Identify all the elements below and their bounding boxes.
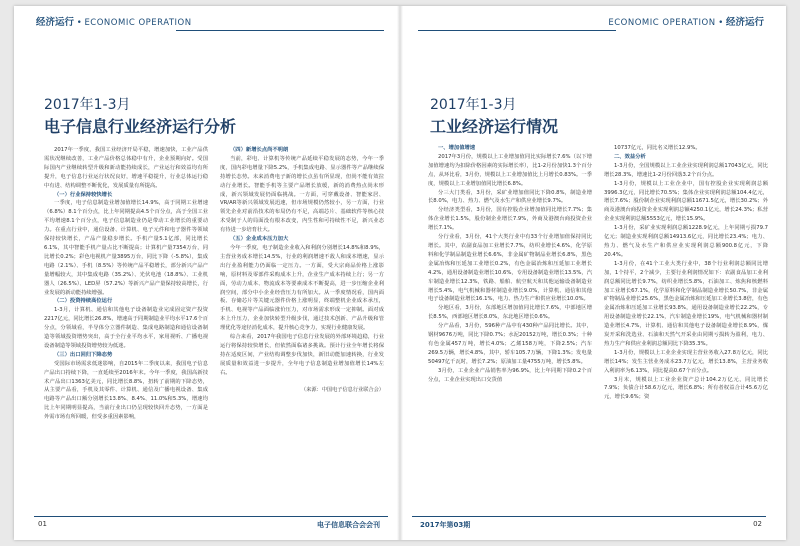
body-paragraph: 10737亿元，同比名义增长12.9%。	[614, 145, 701, 151]
right-article-title	[430, 94, 558, 137]
body-paragraph: 受国际市场需求低迷影响，自2015年二季度以来，我国电子信息产品出口持续下降，一直延续至2016年末。今年一季度，我国高新技术产品出口1363亿美元，同比增长8.8%，扭转了前期的下降态势，从主要产品看，手机及其零件、计算机、通信及广播电视设备、集成电路等产品出口额分别增长13.8%、8.4%、11.0%和5.3%，增速均比上年同期明显提高，当前行业出口仍呈现较快回升态势，一方面是外需市场有所回暖，但受多重因素影响，	[44, 360, 208, 421]
right-footer	[400, 516, 786, 532]
left-header-rule	[176, 30, 384, 31]
body-paragraph: 分三大门类看，3月份，采矿业增加值同比下降0.8%，制造业增长8.0%，电力、热力、燃气及水生产和供应业增长9.7%。	[428, 189, 592, 205]
section-heading: （一）行业保持较快增长	[54, 191, 113, 198]
left-header-separator: •	[76, 18, 82, 28]
magazine-spread	[14, 6, 786, 540]
body-paragraph: 1-3月份，全国规模以上工业企业实现利润总额17043亿元，同比增长28.3%，增速比1-2月份回落3.2个百分点。	[604, 162, 768, 178]
body-paragraph: 2017年3月份，规模以上工业增加值同比实际增长7.6%（以下增加值增速均为扣除价格因素的实际增长率），比1-2月份加快1.3个百分点，从环比看，3月份，规模以上工业增加值比上月增长0.83%。一季度，规模以上工业增加值同比增长6.8%。	[428, 153, 592, 187]
body-paragraph: 一季度，电子信息制造业增加值增长14.9%，高于同期工业增速（6.8%）8.1个百分点，比上年同期提高4.5个百分点，高于全国工业平均增速8.1个百分点，电子信息制造业仍是带动工业增长的重要动力。在重点行业中，通信设备、计算机、电子元件和电子器件等领域保持较快增长，产品产量稳步增长。手机产量5.1亿部，同比增长6.1%，其中智能手机产量占比不断提高；计算机产量7354万台，同比增长0.2%；彩色电视机产量3895万台，同比下降（-5.8%），集成电路（2.1%）、手机（8.5%）等传统产品平稳增长，部分新兴产品产量增幅较大，其中集成电路（35.2%）、光伏电池（18.8%）、工业机器人（26.5%）、LED屏（57.2%）等新兴产品产量保持较高增长，行业发展的新动能持续增强。	[44, 200, 208, 296]
right-page-number: 02	[753, 520, 762, 528]
left-footer-rule	[34, 516, 388, 517]
left-running-header	[14, 6, 400, 34]
body-paragraph: 3月末，规模以上工业企业资产总计104.2万亿元，同比增长7.9%；负债合计58.6万亿元，增长6.8%；所有者权益合计45.6万亿元，增长9.6%；资	[604, 376, 768, 401]
section-heading: 一、增加值增速	[438, 145, 476, 151]
left-column-2	[220, 146, 384, 422]
left-page-number: 01	[38, 520, 47, 528]
left-journal-name: 电子信息联合会会刊	[317, 521, 380, 529]
left-title-main: 电子信息行业经济运行分析	[44, 117, 237, 136]
right-header-section-en: ECONOMIC OPERATION	[608, 18, 716, 28]
body-paragraph: 1-3月，计算机、通信和其他电子设备制造业完成固定资产投资2217亿元，同比增长26.8%，增速高于同期制造业平均水平17.6个百分点，分领域看，半导体分立器件制造、集成电路制造和通信设备制造等领域投资增势突出，高于全行业平均水平，家用视听、广播电视设备制造等领域投资增势较为低迷。	[44, 307, 208, 349]
body-paragraph: 分经济类型看，3月份，国有控股企业增加值同比增长7.7%；集体企业增长1.5%，股份制企业增长7.9%，外商及港澳台商投资企业增长7.1%。	[428, 207, 592, 232]
right-footer-rule	[412, 516, 766, 517]
body-paragraph: 1-3月份，规模以上工业企业中，国有控股企业实现利润总额3996.3亿元，同比增长70.5%；集体企业实现利润总额104.4亿元，增长7.6%；股份制企业实现利润总额11671.5亿元，增长30.2%；外商及港澳台商投资企业实现利润总额4250.1亿元，增长24.3%；私营企业实现利润总额5553亿元，增长15.9%。	[604, 180, 768, 223]
body-paragraph: 分行业看，3月份，41个大类行业中有33个行业增加值保持同比增长。其中，农副食品加工业增长7.7%，纺织业增长4.6%，化学原料和化学制品制造业增长6.6%，非金属矿物制品业增长6.8%，黑色金属冶炼和压延加工业增长0.2%，有色金属冶炼和压延加工业增长4.2%，通用设备制造业增长10.6%，专用设备制造业增长13.5%，汽车制造业增长12.3%，铁路、船舶、航空航天和其他运输设备制造业增长5.4%，电气机械和器材制造业增长9.0%，计算机、通信和其他电子设备制造业增长16.1%，电力、热力生产和供应业增长10.0%。	[428, 234, 592, 303]
right-header-rule	[418, 30, 616, 31]
left-header-section-cn: 经济运行	[36, 17, 75, 28]
right-page	[400, 6, 786, 540]
left-footer	[14, 516, 400, 532]
section-heading: 二、效益分析	[614, 153, 646, 160]
left-article-title	[44, 94, 236, 137]
body-paragraph: 综合来看，2017年我国电子信息行业发展的外部环境趋稳，行业运行将保持较快增长，但依然面临诸多挑战。预计行业全年增长将保持在适度区间，产业结构调整步伐加快，新旧动能加速转换，行业发展质量和效益进一步提升，全年电子信息制造业增加值增长14%左右。	[220, 334, 384, 376]
right-title-date: 2017年1-3月	[430, 97, 517, 113]
left-title-date: 2017年1-3月	[44, 97, 131, 113]
right-running-header	[400, 6, 786, 34]
right-header-separator: •	[718, 18, 724, 28]
body-paragraph: 1-3月份，在41个工业大类行业中，38个行业利润总额同比增加，1个持平，2个减少，主要行业利润情况如下：农副食品加工业利润总额同比增长9.7%，纺织业增长5.8%，石油加工、炼焦和核燃料加工业增长67.1%，化学原料和化学制品制造业增长50.7%，非金属矿物制品业增长25.6%，黑色金属冶炼和压延加工业增长3.8倍，有色金属冶炼和压延加工业增长93.8%，通用设备制造业增长22.2%，专用设备制造业增长22.1%，汽车制造业增长19%，电气机械和器材制造业增长4.7%，计算机、通信和其他电子设备制造业增长8.9%，煤炭开采和洗选业、石油和天然气开采业由同期亏损转为盈利，电力、热力生产和供应业利润总额同比下降35.3%。	[604, 260, 768, 347]
section-heading: （二）投资持续高位运行	[54, 298, 113, 305]
body-paragraph: 1-3月份，规模以上工业企业实现主营业务收入27.8万亿元，同比增长14%；发生主营业务成本23.7万亿元，增长13.8%，主营业务收入利润率为6.13%，同比提高0.67个百分点。	[604, 349, 768, 374]
body-paragraph: 2017年一季度，我国工业经济开局平稳，增速加快，工业产品供需状况继续改善，工业产品价格总体稳中有升，企业预期向好。受国际国内产业继续转型升级和新动能持续成长，产业运行和效益均有所提升，电子信息行业运行状况良好，增速平稳提升，行业总体运行稳中有进、结构调整不断优化，发展质量有所提高。	[44, 147, 208, 189]
section-heading: （三）出口回归下降态势	[54, 351, 113, 358]
right-journal-issue: 2017年第03期	[420, 521, 471, 529]
body-paragraph: 分产品看，3月份，596种产品中有430种产品同比增长。其中，钢材9676万吨，同比下降0.7%；水泥20152万吨，增长0.3%；十种有色金属457万吨，增长4.0%；乙烯158万吨，下降2.5%；汽车269.5万辆，增长4.8%，其中，轿车105.7万辆，下降1.3%；发电量50497亿千瓦时，增长7.2%；原油加工量4755万吨，增长5.8%。	[428, 323, 592, 365]
section-heading: （五）企业成本压力加大	[230, 236, 289, 243]
right-header-section-cn: 经济运行	[725, 17, 764, 28]
left-body	[44, 146, 384, 422]
right-title-main: 工业经济运行情况	[430, 117, 559, 136]
left-column-1	[44, 146, 208, 422]
right-column-2	[604, 144, 768, 402]
left-page	[14, 6, 400, 540]
body-paragraph: 今年一季度，电子制造企业收入和利润分别增长14.8%和8.9%，主营业务成本增长14.5%，行业的利润增速不敌人和成本增速，显示出行业盈利能力仍面临一定压力。一方面，受大宗商品价格上涨影响，原材料及零部件采购成本上升，企业生产成本持续上行；另一方面，劳动力成本、物流成本等要素成本不断提高，进一步压缩企业利润空间，部分中小企业经营压力有所加大。从一季度情况看，国内面板、存储芯片等关键元器件价格上涨明显，终端整机企业成本承压，手机、电视等产品面临涨价压力，对市场需求形成一定抑制。面对成本上升压力，企业加快转型升级步伐，通过技术创新、产品升级和管理优化等途径消化成本，提升核心竞争力，实现行业健康发展。	[220, 244, 384, 332]
right-body	[428, 144, 768, 402]
right-header-text	[608, 14, 764, 28]
body-paragraph: 1-3月份，采矿业实现利润总额1228.9亿元，上年同期亏损79.7亿元；制造业实现利润总额14913.6亿元，同比增长23.4%；电力、热力、燃气及水生产和供应业实现利润总额900.8亿元，下降20.4%。	[604, 225, 768, 258]
body-paragraph: 3月份，工业企业产品销售率为96.9%，比上年同期下降0.2个百分点，工业企业实现出口交货值	[428, 367, 592, 383]
body-paragraph: 分地区看，3月份，东部地区增加值同比增长7.6%，中部地区增长8.5%，西部地区增长8.0%，东北地区增长0.6%。	[428, 305, 592, 321]
right-column-1	[428, 144, 592, 402]
section-heading: （四）新增长点尚不明朗	[230, 147, 289, 153]
article-source: （来源：中国电子信息行业联合会）	[300, 386, 384, 393]
left-header-text	[36, 14, 192, 28]
body-paragraph: 当前，彩电、计算机等传统产品延续平稳发展的态势，今年一季度，国内彩电增量下降5.2%，手机集成电路、显示器件等产品继续保持增长态势。未来消费电子新的增长点虽有所显现，但尚不能有效拉动行业增长。智能手机等主要产品增长放缓，新的消费热点尚未形成，新兴领域发展仍面临挑战。一方面，可穿戴设备、智能家居、VR/AR等新兴领域发展迅速，但市场规模仍然较小，另一方面，行业领先企业对前沿技术的布局仍有不足，高端芯片、基础软件等核心技术受制于人的局面没有根本改变，内生性和可持续性不足，新兴业态有待进一步培育壮大。	[220, 155, 384, 234]
left-header-section-en: ECONOMIC OPERATION	[84, 18, 192, 28]
